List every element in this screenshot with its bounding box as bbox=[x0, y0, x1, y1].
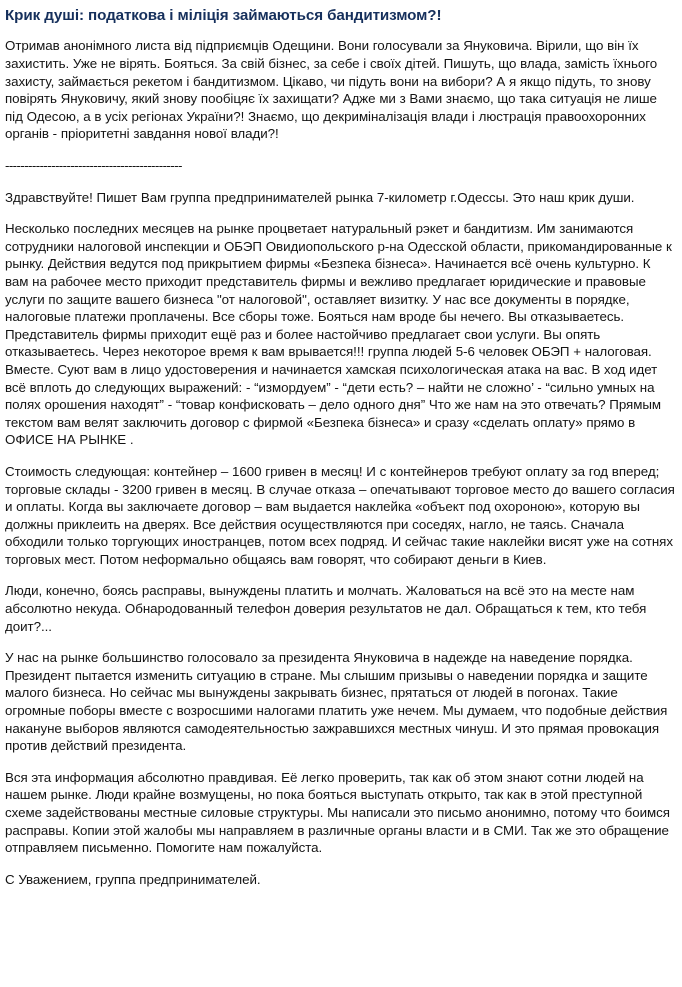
letter-signature: С Уважением, группа предпринимателей. bbox=[5, 871, 261, 887]
letter-paragraph-1: Несколько последних месяцев на рынке процветает натуральный рэкет и бандитизм. Им занимаются сотрудники налоговой инспекции и ОБЭП Овидиопольского р-на Одесской области, прикомандированные к рынку. Действия ведутся под прикрытием фирмы «Безпека бізнеса». Начинается всё очень культурно. К вам на рабочее место приходит представитель фирмы и вежливо предлагает юридические и правовые услуги по защите вашего бизнеса "от налоговой", оставляет визитку. У нас все документы в порядке, налоговые платежи проплачены. Все сборы тоже. Бояться нам вроде бы нечего. Вы отказываетесь. Представитель фирмы приходит ещё раз и более настойчиво предлагает свои услуги. Вы опять отказываетесь. Через некоторое время к вам врывается!!! группа людей 5-6 человек ОБЭП + налоговая. Вместе. Суют вам в лицо удостоверения и начинается хамская психологическая атака на вас. В ход идет всё вплоть до следующих выражений: - “измордуем” - “дети есть? – найти не сложно’ - “сильно умных на полях орошения находят” - “товар конфисковать – дело одного дня” Что же нам на это отвечать? Прямым текстом вам велят заключить договор с фирмой «Безпека бізнеса» и сразу «сделать оплату» прямо в ОФИСЕ НА РЫНКЕ . bbox=[5, 221, 672, 448]
intro-paragraph: Отримав анонімного листа від підприємців Одещини. Вони голосували за Януковича. Вірили, що він їх захистить. Уже не вірять. Бояться. За свій бізнес, за себе і своїх дітей. Пишуть, що влада, замість їхнього захисту, займається рекетом і бандитизмом. Цікаво, чи підуть вони на вибори? А я якщо підуть, то знову повірять Януковичу, який знову пообіцяє їх захищати? Адже ми з Вами знаємо, що така ситуація не лише під Одесою, а в усіх регіонах України?! Знаємо, що декриміналізація влади і люстрація правоохоронних органів - пріоритетні завдання нової влади?! bbox=[5, 38, 658, 142]
letter-paragraph-2: Стоимость следующая: контейнер – 1600 гривен в месяц! И с контейнеров требуют оплату за год вперед; торговые склады - 3200 гривен в месяц. В случае отказа – опечатывают торговое место до вашего согласия и оплаты. Когда вы заключаете договор – вам выдается наклейка «объект под охороною», которую вы должны приклеить на дверях. Все действия осуществляются при соседях, нагло, не таясь. Сначала обходили только торгующих иностранцев, потом всех подряд. И сейчас такие наклейки висят уже на сотнях торговых мест. Потом неформально общаясь вам говорят, что собирают деньги в Киев. bbox=[5, 463, 675, 567]
letter-paragraph-5: Вся эта информация абсолютно правдивая. Её легко проверить, так как об этом знают сотни людей на нашем рынке. Люди крайне возмущены, но пока бояться выступать открыто, так как в этой преступной схеме задействованы местные силовые структуры. Мы написали это письмо анонимно, потому что боимся расправы. Копии этой жалобы мы направляем в различные органы власти и в СМИ. Так же это обращение отправляем письменно. Помогите нам пожалуйста. bbox=[5, 769, 670, 856]
article-body bbox=[5, 37, 675, 888]
letter-paragraph-3: Люди, конечно, боясь расправы, вынуждены платить и молчать. Жаловаться на всё это на месте нам абсолютно некуда. Обнародованный телефон доверия результатов не дал. Обращаться к тем, кто тебя доит?... bbox=[5, 583, 647, 634]
letter-greeting: Здравствуйте! Пишет Вам группа предпринимателей рынка 7-километр г.Одессы. Это наш крик души. bbox=[5, 189, 635, 205]
page-title: Крик душі: податкова і міліція займаються бандитизмом?! bbox=[5, 7, 442, 24]
letter-paragraph-4: У нас на рынке большинство голосовало за президента Януковича в надежде на наведение порядка. Президент пытается изменить ситуацию в стране. Мы слышим призывы о наведении порядка и защите малого бизнеса. Но сейчас мы вынуждены закрывать бизнес, прятаться от людей в погонах. Такие огромные поборы вместе с возросшими налогами платить уже нечем. Мы думаем, что подобные действия накануне выборов являются самодеятельностью зажравшихся местных чинуш. И это прямая провокация против действий президента. bbox=[5, 650, 668, 754]
section-divider: ---------------------------------------------- bbox=[5, 158, 182, 174]
